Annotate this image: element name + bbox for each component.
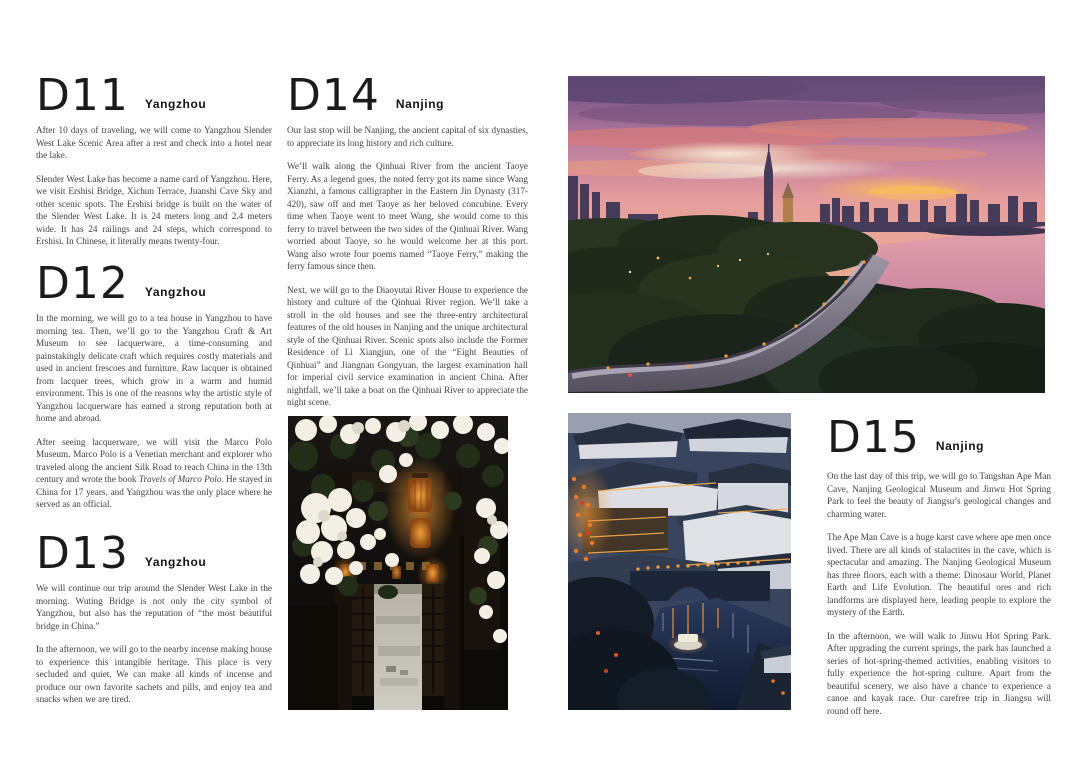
d14-city-label: Nanjing (395, 97, 445, 111)
d11-header (36, 70, 272, 121)
photo-flower-doorway (288, 416, 508, 710)
d15-header (827, 412, 1051, 463)
d13-header (36, 528, 272, 579)
canal-photo-art (568, 413, 791, 710)
d15-paragraph-3: In the afternoon, we will walk to Jinwu Hot Spring Park. After upgrading the current springs, the park has launched a series of hot-spring-themed activities, enabling visitors to fully experience the hot-spring culture. Apart from the beautiful scenery, we also have a chance to experience a canoe and kayak race. Our carefree trip in Jiangsu will round off here. (827, 630, 1051, 716)
d14-paragraph-3: Next, we will go to the Diaoyutai River House to experience the history and culture of the Qinhuai River region. We’ll take a stroll in the old houses and see the three-entry architectural features of the old houses in Nanjing and the unique architectural style of the Qinhuai River. Scenic spots also include the Former Residence of Li Xiangjun, one of the “Eight Beauties of Qinhuai” and Jiangnan Gongyuan, the largest examination hall for imperial civil service examination in ancient China. After nightfall, we’ll take a boat on the Qinhuai River to appreciate the night scene. (287, 284, 528, 407)
d14-paragraph-1: Our last stop will be Nanjing, the ancient capital of six dynasties, to appreciate its long history and rich culture. (287, 125, 528, 148)
section-d15 (827, 412, 1051, 717)
d12-day-number: D12 (36, 258, 129, 309)
d14-day-number: D14 (287, 70, 380, 121)
d12-p2-text: After seeing lacquerware, we will visit the Marco Polo Museum. Marco Polo is a Venetian merchant and explorer who traveled along the ancient Silk Road to reach China in the 13th century and wrote the book (36, 436, 272, 484)
section-d13 (36, 528, 272, 706)
section-d12 (36, 258, 272, 511)
d15-city-label: Nanjing (935, 439, 985, 453)
d12-city-label: Yangzhou (144, 285, 207, 299)
d11-paragraph-2: Slender West Lake has become a name card of Yangzhou. Here, we visit Ershisi Bridge, Xichun Terrace, Juanshi Cave Sky and other scenic spots. The Ershisi bridge is built on the water of the Slender West Lake. It is 24 meters long and 2.4 meters wide. It has 24 railings and 24 steps, which correspond to Ershisi. In Chinese, it literally means twenty-four. (36, 173, 272, 246)
photo-nanjing-wall-sunset (568, 76, 1045, 393)
d13-paragraph-2: In the afternoon, we will go to the nearby incense making house to experience this intangible heritage. This place is very secluded and quiet. We can make all kinds of incense and produce our own favorite sachets and pills, and enjoy tea and snacks when we are tired. (36, 644, 272, 704)
d15-paragraph-1: On the last day of this trip, we will go to Tangshan Ape Man Cave, Nanjing Geological Museum and Jinwu Hot Spring Park to feel the beauty of Jiangsu’s geological changes and charming water. (827, 471, 1051, 519)
d12-paragraph-1: In the morning, we will go to a tea house in Yangzhou to have morning tea. Then, we’ll go to the Yangzhou Craft & Art Museum to see lacquerware, a time-consuming and painstakingly delicate craft which requires costly materials and used in ancient frescoes and furniture. Raw lacquer is obtained from lacquer trees, which grow in a warm and humid environment. This is one of the reasons why the artistic style of Yangzhou lacquerware has earned a strong reputation both at home and abroad. (36, 313, 272, 423)
d14-header (287, 70, 528, 121)
flower-photo-art (288, 416, 508, 710)
d11-day-number: D11 (36, 70, 129, 121)
d12-p2-text-end: . He stayed in China for 17 years, and Yangzhou was the only place where he served as an official. (36, 474, 272, 509)
d13-paragraph-1: We will continue our trip around the Slender West Lake in the morning. Wuting Bridge is not only the city symbol of Yangzhou, but also has the reputation of “the most beautiful bridge in China.” (36, 583, 272, 631)
d14-paragraph-2: We’ll walk along the Qinhuai River from the ancient Taoye Ferry. As a legend goes, the noted ferry got its name since Wang Xianzhi, a famous calligrapher in the Eastern Jin Dynasty (317-420), saw off and met Taoye as her beloved concubine. Every time when Taoye went to meet Wang, she would come to this ferry to travel between the two sides of the Qinhuai River. Wang worried about Taoye, so he would welcome her at this port. Wang also wrote four poems named “Taoye Ferry,” making the ferry famous since then. (287, 161, 528, 271)
section-d14 (287, 70, 528, 409)
d13-city-label: Yangzhou (144, 555, 207, 569)
section-d11 (36, 70, 272, 248)
stone-wall-through-gate (374, 584, 422, 710)
sunset-photo-art (568, 76, 1045, 393)
d15-paragraph-2: The Ape Man Cave is a huge karst cave where ape men once lived. There are all kinds of stalactites in the cave, which is spectacular and amazing. The Nanjing Geological Museum has three floors, each with a theme: Dinosaur World, Planet Earth and Life Evolution. The beautiful ores and rich landforms are displayed here, leading people to explore the mystery of the Earth. (827, 532, 1051, 617)
d13-day-number: D13 (36, 528, 129, 579)
photo-qinhuai-canal-dusk (568, 413, 791, 710)
d12-p2-book-title: Travels of Marco Polo (138, 474, 222, 484)
d15-day-number: D15 (827, 412, 920, 463)
d12-header (36, 258, 272, 309)
d11-paragraph-1: After 10 days of traveling, we will come to Yangzhou Slender West Lake Scenic Area after a rest and check into a hotel near the lake. (36, 125, 272, 160)
d12-paragraph-2 (36, 436, 272, 511)
d11-city-label: Yangzhou (144, 97, 207, 111)
